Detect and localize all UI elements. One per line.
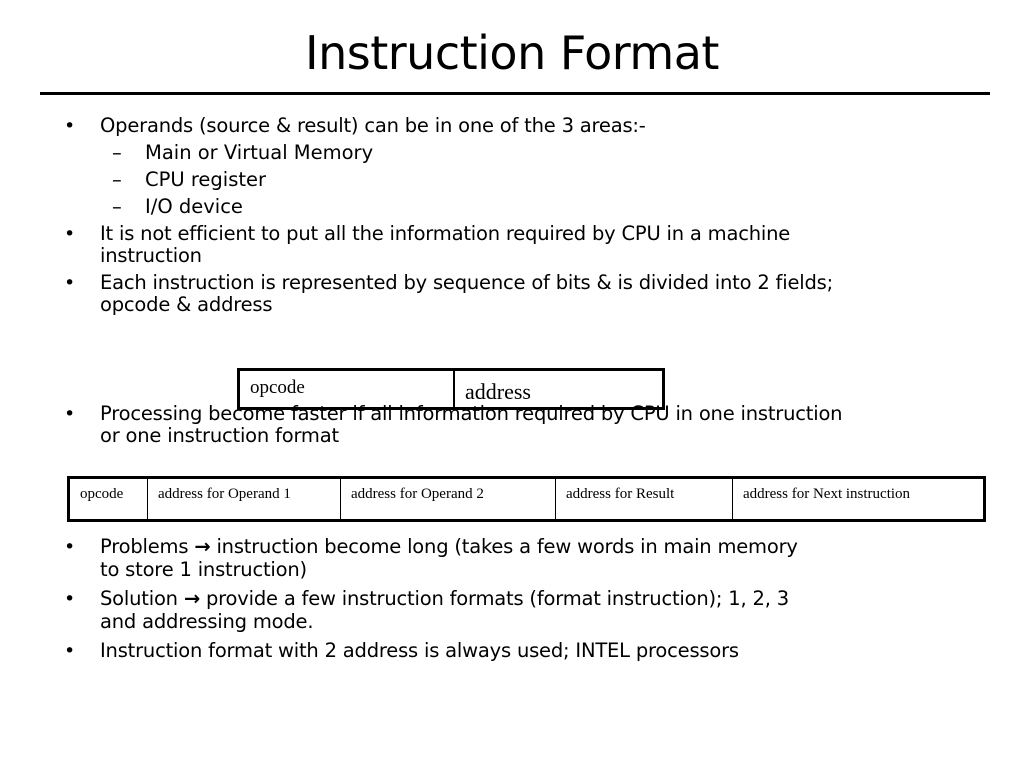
bullet-prefix: Solution: [100, 587, 178, 610]
opcode-field: opcode: [70, 479, 148, 519]
bullet-text-line2: instruction: [100, 244, 202, 267]
bullet-text-line1: [100, 536, 970, 558]
dash-glyph: –: [112, 195, 122, 218]
arrow-right-icon: →: [183, 587, 200, 610]
bullet-glyph: •: [64, 588, 76, 610]
bullet-text-line1: [100, 588, 970, 610]
next-instruction-address-field: address for Next instruction: [743, 486, 911, 502]
slide-title: Instruction Format: [305, 26, 719, 80]
bullet-text-line2: opcode & address: [100, 293, 273, 316]
operand1-address-field: address for Operand 1: [148, 479, 341, 519]
bullet-glyph: •: [64, 403, 76, 425]
bullet-glyph: •: [64, 640, 76, 662]
bullet-glyph: •: [64, 223, 76, 245]
bullet-text-line1: Each instruction is represented by sequence of bits & is divided into 2 fields;: [100, 271, 833, 294]
bullet-text: Operands (source & result) can be in one of the 3 areas:-: [100, 114, 646, 137]
bullet-text-line1: Processing become faster if all information required by CPU in one instruction: [100, 402, 843, 425]
address-field: address: [465, 379, 531, 404]
bullet-text-line2: or one instruction format: [100, 424, 339, 447]
bullet-glyph: •: [64, 272, 76, 294]
title-divider: [40, 92, 990, 95]
two-field-format-table: [237, 368, 665, 410]
operand2-address-field: address for Operand 2: [341, 479, 556, 519]
opcode-field: opcode: [240, 371, 455, 407]
bullet-glyph: •: [64, 115, 76, 137]
dash-glyph: –: [112, 141, 122, 164]
bullet-text-line1: It is not efficient to put all the information required by CPU in a machine: [100, 222, 791, 245]
result-address-field: address for Result: [556, 479, 733, 519]
subbullet-text: I/O device: [145, 195, 243, 218]
bullet-text-line2: and addressing mode.: [100, 610, 314, 633]
bullet-glyph: •: [64, 536, 76, 558]
subbullet-text: CPU register: [145, 168, 267, 191]
dash-glyph: –: [112, 168, 122, 191]
subbullet-text: Main or Virtual Memory: [145, 141, 374, 164]
bullet-text: Instruction format with 2 address is always used; INTEL processors: [100, 639, 739, 662]
bullet-body: provide a few instruction formats (format instruction); 1, 2, 3: [205, 587, 789, 610]
five-field-format-table: [67, 476, 986, 522]
arrow-right-icon: →: [194, 535, 211, 558]
bullet-text-line2: to store 1 instruction): [100, 558, 307, 581]
bullet-body: instruction become long (takes a few words in main memory: [216, 535, 798, 558]
bullet-prefix: Problems: [100, 535, 189, 558]
